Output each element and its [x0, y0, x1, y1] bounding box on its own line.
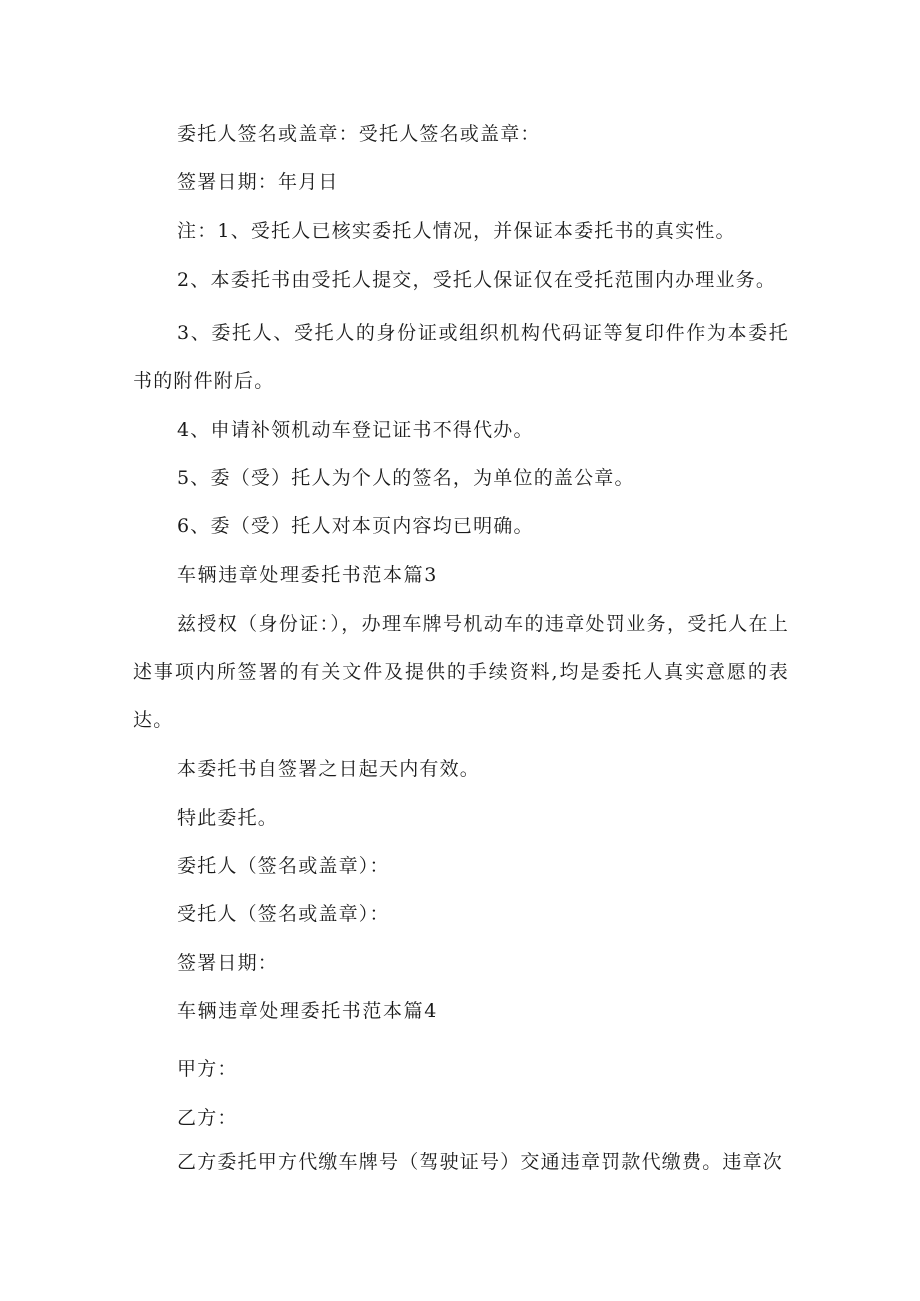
signature-line: 委托人签名或盖章：受托人签名或盖章：	[177, 123, 541, 145]
party-b-line: 乙方：	[177, 1107, 238, 1129]
signing-date: 签署日期：年月日	[177, 171, 339, 193]
agent-signature: 受托人（签名或盖章）：	[177, 903, 390, 925]
signing-date-2: 签署日期：	[177, 952, 279, 974]
principal-signature: 委托人（签名或盖章）：	[177, 855, 390, 877]
note-item-1: 注：1、受托人已核实委托人情况，并保证本委托书的真实性。	[177, 220, 736, 242]
note-item-3: 3、委托人、受托人的身份证或组织机构代码证等复印件作为本委托书的附件附后。	[133, 322, 789, 392]
note-item-6: 6、委（受）托人对本页内容均已明确。	[177, 515, 534, 537]
section-heading-3: 车辆违章处理委托书范本篇3	[177, 564, 438, 586]
hereby-entrust: 特此委托。	[177, 807, 279, 829]
authorization-paragraph: 兹授权（身份证：），办理车牌号机动车的违章处罚业务，受托人在上述事项内所签署的有关文件及提供的手续资料,均是委托人真实意愿的表达。	[133, 613, 789, 731]
validity-paragraph: 本委托书自签署之日起天内有效。	[177, 758, 481, 780]
note-item-4: 4、申请补领机动车登记证书不得代办。	[177, 419, 534, 441]
note-item-2: 2、本委托书由受托人提交，受托人保证仅在受托范围内办理业务。	[177, 269, 777, 291]
note-item-5: 5、委（受）托人为个人的签名，为单位的盖公章。	[177, 467, 635, 489]
agreement-clause: 乙方委托甲方代缴车牌号（驾驶证号）交通违章罚款代缴费。违章次	[177, 1151, 784, 1173]
party-a-line: 甲方：	[177, 1058, 238, 1080]
section-heading-4: 车辆违章处理委托书范本篇4	[177, 1000, 438, 1022]
